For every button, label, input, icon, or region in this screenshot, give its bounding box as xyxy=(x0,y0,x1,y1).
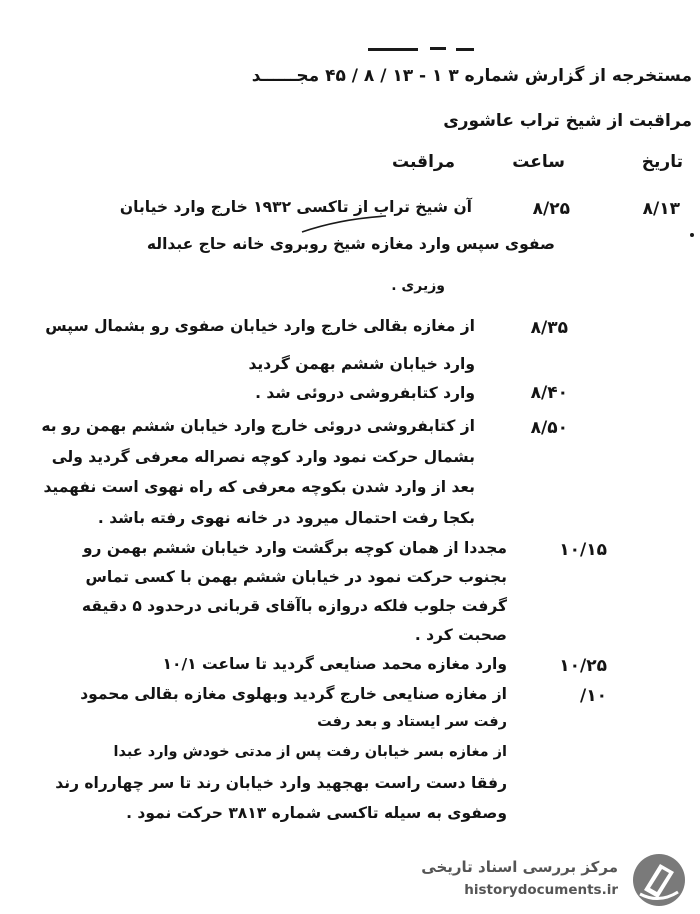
entry-text-line: بعد از وارد شدن بکوچه معرفی که راه نهوی است نفهمید xyxy=(43,478,475,496)
entry-text-line: آن شیخ تراب از تاکسی ۱۹۳۲ خارج وارد خیابان xyxy=(119,198,472,216)
entry-text-line: رفقا دست راست بهجهید وارد خیابان رند تا سر چهارراه رند xyxy=(55,774,507,792)
entry-time: ۸/۲۵ xyxy=(532,199,570,219)
entry-time: ۱۰/ xyxy=(580,686,607,706)
entry-text-line: بجنوب حرکت نمود در خیابان ششم بهمن با کسی تماس xyxy=(85,568,507,586)
entry-text-line: صحبت کرد . xyxy=(414,626,507,644)
watermark-url: historydocuments.ir xyxy=(464,882,618,898)
margin-dot xyxy=(690,233,694,237)
handwritten-underline xyxy=(300,212,390,236)
entry-time: ۸/۳۵ xyxy=(530,318,568,338)
column-header-observation: مراقبت xyxy=(392,152,455,172)
entry-text-line: صفوی سپس وارد مغازه شیخ روبروی خانه حاج عبداله xyxy=(146,235,555,253)
subject-line: مراقبت از شیخ تراب عاشوری xyxy=(443,111,692,131)
entry-text-line: از مغازه بسر خیابان رفت پس از مدتی خودش وارد عبدا xyxy=(113,744,507,760)
entry-text-line: بشمال حرکت نمود وارد کوچه نصراله معرفی گردید ولی xyxy=(51,448,475,466)
entry-text-line: وزیری . xyxy=(391,278,445,294)
entry-text-line: بکجا رفت احتمال میرود در خانه نهوی رفته باشد . xyxy=(97,509,475,527)
top-scribble-mark-3 xyxy=(456,48,474,51)
watermark-org-name: مرکز بررسی اسناد تاریخی xyxy=(421,858,618,876)
entry-text-line: وصفوی به سیله تاکسی شماره ۳۸۱۳ حرکت نمود . xyxy=(126,804,507,822)
entry-time: ۸/۵۰ xyxy=(530,418,568,438)
entry-time: ۱۰/۲۵ xyxy=(559,656,607,676)
entry-time: ۱۰/۱۵ xyxy=(559,540,607,560)
top-scribble-mark-2 xyxy=(430,47,446,50)
report-reference-line: مستخرجه از گزارش شماره ۳ ۱ - ۱۳ / ۸ / ۴۵ مجــــــد xyxy=(251,66,692,86)
entry-text-line: مجددا از همان کوچه برگشت وارد خیابان ششم بهمن رو xyxy=(82,539,507,557)
archive-logo-icon xyxy=(630,852,688,908)
entry-text-line: از مغازه بقالی خارج وارد خیابان صفوی رو بشمال سپس xyxy=(45,317,475,335)
column-header-time: ساعت xyxy=(512,152,565,172)
entry-text-line: از کتابفروشی دروئی خارج وارد خیابان ششم بهمن رو به xyxy=(41,417,475,435)
entry-text-line: وارد خیابان ششم بهمن گردید xyxy=(248,355,475,373)
entry-date: ۸/۱۳ xyxy=(642,199,680,219)
entry-text-line: از مغازه صنایعی خارج گردید وبهلوی مغازه بقالی محمود xyxy=(80,685,507,703)
entry-text-line: وارد کتابفروشی دروئی شد . xyxy=(255,384,475,402)
column-header-date: تاریخ xyxy=(641,152,683,172)
entry-text-line: گرفت جلوب فلکه دروازه باآقای قربانی درحدود ۵ دقیقه xyxy=(81,597,507,615)
entry-time: ۸/۴۰ xyxy=(530,383,568,403)
top-scribble-mark xyxy=(368,48,418,51)
entry-text-line: رفت سر ایستاد و بعد رفت xyxy=(317,714,507,730)
entry-text-line: وارد مغازه محمد صنایعی گردید تا ساعت ۱۰/۱ xyxy=(162,655,507,673)
